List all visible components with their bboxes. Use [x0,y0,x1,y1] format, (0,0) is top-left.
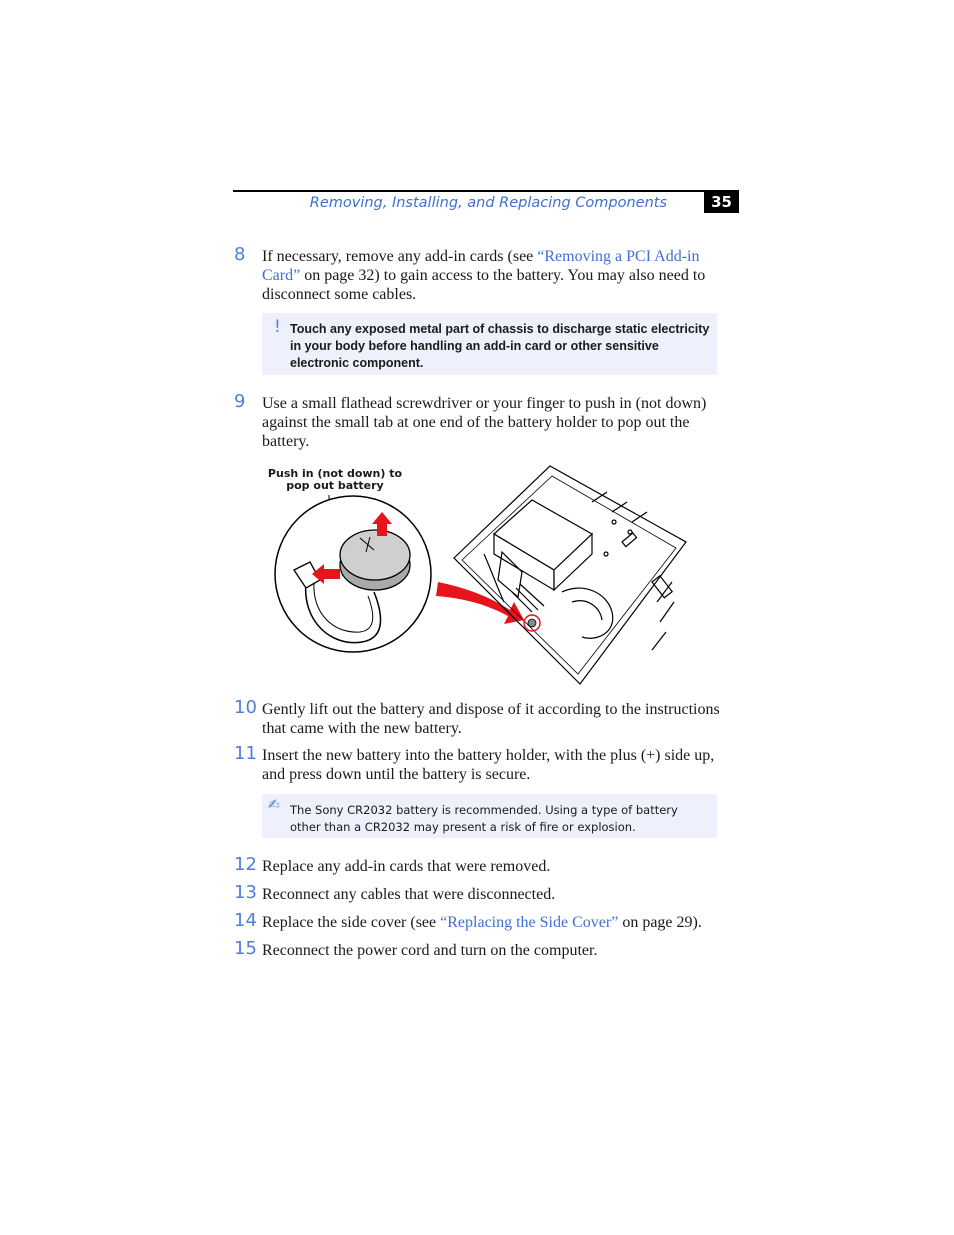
figure-callout-line: Push in (not down) to [267,467,403,480]
page-number: 35 [704,192,739,213]
caution-box [262,313,717,375]
caution-text: Touch any exposed metal part of chassis to discharge static electricity in your body before handling an add-in card or other sensitive electronic component. [290,322,710,370]
link-replacing-side-cover[interactable]: “Replacing the Side Cover” [440,914,619,931]
step-text-part: If necessary, remove any add-in cards (see [262,248,538,265]
step-number: 13 [234,882,257,903]
step-text-part: on page 32) to gain access to the battery. You may also need to disconnect some cables. [262,267,706,303]
step-number: 9 [234,391,246,412]
step-number: 15 [234,938,257,959]
computer-chassis [454,466,686,684]
step-text: Gently lift out the battery and dispose of it according to the instructions that came with the new battery. [262,701,720,737]
running-head: Removing, Installing, and Replacing Components [309,195,667,211]
step-text: Insert the new battery into the battery holder, with the plus (+) side up, and press down until the battery is secure. [262,747,715,783]
link-removing-pci-card[interactable]: “Removing a PCI Add-in Card” [262,248,700,284]
note-box [262,794,717,838]
battery-removal-illustration [262,462,692,688]
step-text [262,247,740,304]
step-number: 12 [234,854,257,875]
step-text: Reconnect any cables that were disconnected. [262,886,556,903]
note-text: The Sony CR2032 battery is recommended. Using a type of battery other than a CR2032 may present a risk of fire or explosion. [290,803,678,834]
step-text: Reconnect the power cord and turn on the computer. [262,942,598,959]
figure-callout-line: pop out battery [286,479,384,492]
step-number: 11 [234,743,257,764]
exclamation-icon: ! [274,317,281,337]
coin-battery [340,530,410,580]
step-text: Use a small flathead screwdriver or your finger to push in (not down) against the small tab at one end of the battery holder to pop out the battery. [262,395,707,450]
step-number: 14 [234,910,257,931]
step-text [262,913,740,932]
pencil-note-icon: ✍ [268,797,280,813]
step-number: 10 [234,697,257,718]
step-number: 8 [234,244,246,265]
pointer-arrow-icon [436,582,524,624]
header-rule [233,190,739,192]
step-text-part: on page 29). [618,914,702,931]
step-text-part: Replace the side cover (see [262,914,441,931]
step-text: Replace any add-in cards that were removed. [262,858,551,875]
